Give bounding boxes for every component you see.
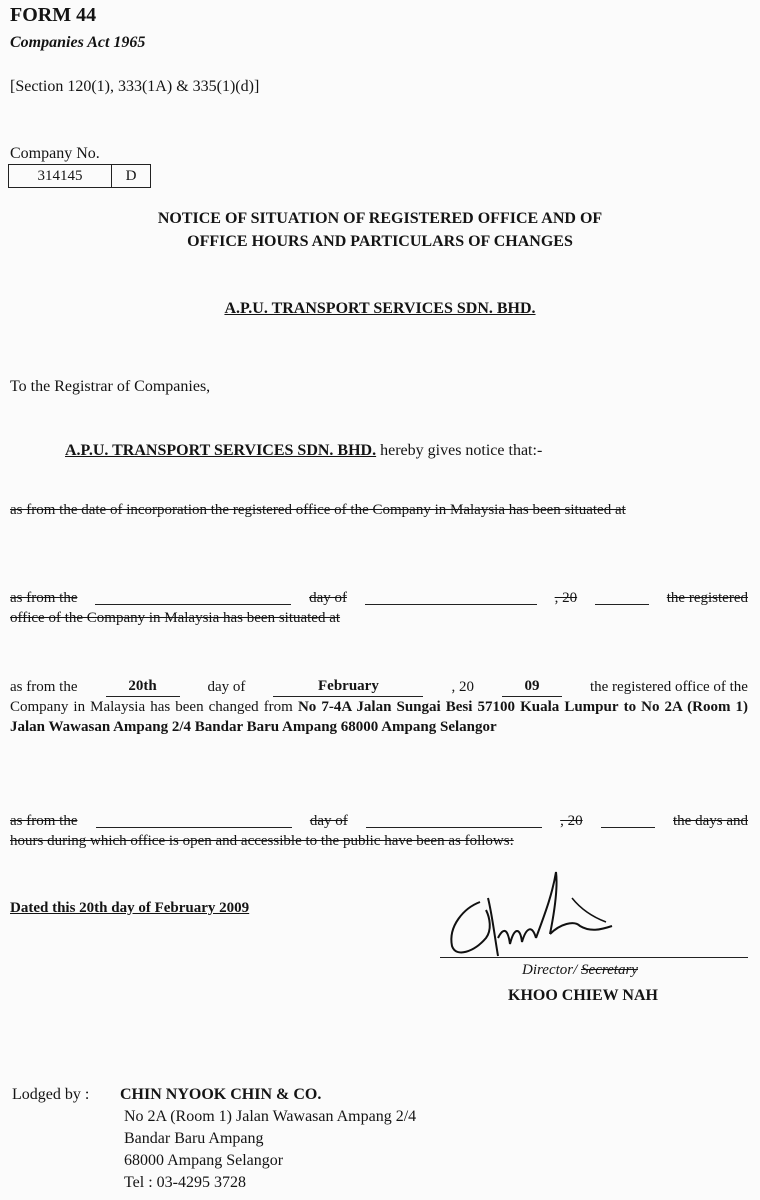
notice-company-name: A.P.U. TRANSPORT SERVICES SDN. BHD. [65, 442, 377, 459]
paragraph-change-body [10, 697, 748, 737]
salutation: To the Registrar of Companies, [10, 378, 211, 395]
year-blank [601, 811, 655, 828]
signer-name: KHOO CHIEW NAH [508, 987, 658, 1004]
as-from-label: as from the [10, 679, 78, 695]
year-blank [595, 588, 649, 605]
as-from-label: as from the [10, 813, 78, 829]
notice-suffix: hereby gives notice that:- [380, 442, 543, 459]
paragraph-hours-line-2: hours during which office is open and accessible to the public have been as follows: [10, 833, 514, 849]
act-name: Companies Act 1965 [10, 34, 146, 51]
signature-role [522, 962, 638, 979]
tail-label: the registered [666, 590, 748, 606]
new-address: No 2A (Room 1) Jalan Wawasan Ampang 2/4 Bandar Baru Ampang 68000 Ampang Selangor [10, 699, 749, 735]
lodger-address-line-1: No 2A (Room 1) Jalan Wawasan Ampang 2/4 [124, 1108, 417, 1125]
century-label: , 20 [451, 679, 474, 695]
signature-line [440, 957, 748, 958]
company-name-heading [0, 300, 760, 318]
month-blank [365, 588, 537, 605]
change-prefix: Company in Malaysia has been changed from [10, 699, 293, 715]
century-label: , 20 [554, 590, 578, 606]
month-value: February [273, 677, 423, 697]
day-of-label: day of [309, 813, 348, 829]
paragraph-situated [10, 588, 748, 628]
company-name: A.P.U. TRANSPORT SERVICES SDN. BHD. [224, 300, 536, 317]
year-value: 09 [502, 677, 562, 697]
role-director: Director/ [522, 962, 578, 978]
section-reference: [Section 120(1), 333(1A) & 335(1)(d)] [10, 78, 260, 95]
tail-label: the registered office of the [589, 679, 748, 695]
day-blank [95, 588, 291, 605]
notice-title-line-2: OFFICE HOURS AND PARTICULARS OF CHANGES [187, 233, 573, 250]
lodger-telephone: Tel : 03-4295 3728 [124, 1174, 246, 1191]
lodger-address-line-2: Bandar Baru Ampang [124, 1130, 264, 1147]
lodged-by-label: Lodged by : [12, 1086, 90, 1103]
paragraph-change-of-address [10, 677, 748, 737]
day-of-label: day of [207, 679, 246, 695]
day-value: 20th [106, 677, 180, 697]
signature-image [440, 868, 640, 960]
form-number: FORM 44 [10, 4, 97, 26]
century-label: , 20 [560, 813, 583, 829]
tail-label: the days and [673, 813, 748, 829]
company-number-value: 314145 [9, 165, 112, 187]
notice-title-line-1: NOTICE OF SITUATION OF REGISTERED OFFICE AND OF [157, 210, 603, 227]
company-number-box [8, 164, 151, 188]
paragraph-hours-line-1 [10, 811, 748, 831]
role-secretary: Secretary [581, 962, 638, 978]
dated-line: Dated this 20th day of February 2009 [10, 900, 250, 916]
old-address: No 7-4A Jalan Sungai Besi 57100 Kuala Lumpur [297, 699, 619, 715]
paragraph-incorporation: as from the date of incorporation the registered office of the Company in Malaysia has been situated at [10, 502, 626, 518]
month-blank [366, 811, 542, 828]
as-from-label: as from the [10, 590, 78, 606]
lodger-address-line-3: 68000 Ampang Selangor [124, 1152, 284, 1169]
day-blank [96, 811, 292, 828]
paragraph-change-line-1 [10, 677, 748, 697]
lodger-firm: CHIN NYOOK CHIN & CO. [120, 1086, 322, 1103]
to-word: to [623, 699, 637, 715]
day-of-label: day of [309, 590, 348, 606]
paragraph-situated-line-2: office of the Company in Malaysia has been situated at [10, 610, 341, 626]
paragraph-office-hours [10, 811, 748, 851]
paragraph-situated-line-1 [10, 588, 748, 608]
company-number-label: Company No. [10, 145, 100, 162]
company-number-suffix: D [125, 168, 137, 184]
notice-statement [65, 442, 542, 460]
